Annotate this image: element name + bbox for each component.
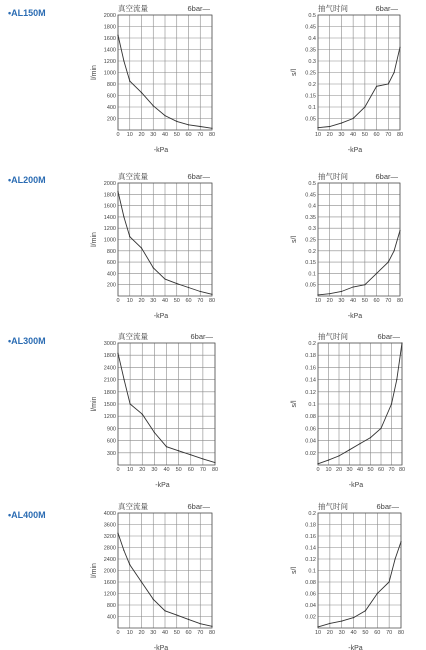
model-label-al400m: •AL400M	[8, 510, 46, 520]
y-tick-label: 0.06	[305, 591, 316, 598]
data-point	[200, 623, 201, 624]
y-tick-label: 0.15	[305, 93, 316, 100]
x-tick-label: 40	[161, 298, 169, 304]
x-tick-label: 30	[346, 467, 353, 473]
data-point	[164, 278, 165, 279]
y-tick-label: 4000	[103, 511, 116, 517]
data-point	[200, 126, 201, 127]
data-point	[164, 610, 165, 611]
x-tick-label: 0	[316, 467, 320, 473]
data-point	[394, 250, 395, 251]
x-tick-label: 60	[373, 298, 380, 304]
series-line	[318, 47, 400, 128]
x-tick-label: 30	[150, 298, 157, 304]
data-point	[328, 460, 329, 461]
x-tick-label: 20	[326, 630, 333, 636]
y-tick-label: 0.02	[305, 450, 316, 457]
data-point	[190, 454, 191, 455]
x-tick-label: 80	[396, 298, 404, 304]
x-axis-label: -kPa	[347, 313, 363, 320]
x-tick-label: 20	[138, 132, 145, 138]
y-tick-label: 0.18	[305, 522, 316, 529]
data-point	[176, 283, 177, 284]
y-tick-label: 1600	[103, 203, 116, 210]
data-point	[123, 60, 124, 61]
y-tick-label: 400	[106, 105, 116, 111]
data-point	[341, 621, 342, 622]
x-tick-label: 20	[335, 467, 343, 473]
y-tick-label: 0.45	[305, 24, 316, 31]
data-point	[399, 47, 400, 48]
y-tick-label: 0.4	[308, 36, 316, 42]
chart-title: 真空流量	[118, 332, 148, 341]
y-tick-label: 600	[106, 438, 116, 445]
data-point	[141, 247, 142, 248]
data-point	[178, 450, 179, 451]
y-tick-label: 1800	[103, 353, 116, 360]
y-tick-label: 0.15	[305, 260, 316, 267]
y-tick-label: 1200	[103, 591, 116, 598]
x-axis-label: -kPa	[347, 147, 363, 154]
data-point	[123, 216, 124, 217]
y-axis-label: s/l	[291, 236, 298, 243]
chart-legend: 6bar—	[375, 172, 398, 181]
y-tick-label: 900	[106, 426, 116, 433]
y-tick-label: 200	[106, 282, 116, 289]
data-point	[202, 458, 203, 459]
data-point	[329, 126, 330, 127]
data-point	[211, 294, 212, 295]
x-tick-label: 80	[208, 132, 216, 138]
y-tick-label: 0.14	[305, 545, 316, 552]
data-point	[376, 273, 377, 274]
y-tick-label: 2400	[103, 557, 116, 563]
data-point	[211, 626, 212, 627]
data-point	[117, 353, 118, 354]
x-tick-label: 40	[350, 630, 357, 636]
x-tick-label: 50	[173, 298, 180, 304]
y-tick-label: 0.08	[305, 414, 316, 421]
y-tick-label: 3200	[103, 534, 116, 540]
data-point	[349, 449, 350, 450]
x-tick-label: 10	[127, 467, 134, 473]
y-tick-label: 0.5	[308, 181, 316, 187]
chart-title: 抽气时间	[318, 172, 348, 181]
data-point	[353, 286, 354, 287]
data-point	[317, 626, 318, 627]
y-tick-label: 800	[106, 603, 116, 609]
data-point	[141, 581, 142, 582]
x-tick-label: 50	[175, 467, 182, 473]
x-tick-label: 70	[385, 132, 392, 138]
y-tick-label: 1200	[103, 226, 116, 233]
y-tick-label: 0.25	[305, 237, 316, 244]
data-point	[353, 118, 354, 119]
data-point	[188, 287, 189, 288]
series-line	[318, 231, 400, 295]
y-tick-label: 1000	[103, 237, 116, 244]
chart-title: 真空流量	[118, 172, 148, 181]
chart-title: 真空流量	[118, 4, 148, 13]
y-axis-label: l/min	[91, 65, 98, 80]
y-tick-label: 400	[106, 614, 116, 621]
x-tick-label: 0	[116, 132, 120, 138]
x-tick-label: 10	[314, 630, 322, 636]
y-tick-label: 0.04	[305, 438, 316, 445]
y-tick-label: 1400	[103, 214, 116, 221]
data-point	[142, 414, 143, 415]
y-tick-label: 0.5	[308, 13, 316, 19]
data-point	[129, 564, 130, 565]
x-tick-label: 60	[185, 298, 192, 304]
x-tick-label: 40	[356, 467, 364, 473]
data-point	[394, 72, 395, 73]
data-point	[391, 403, 392, 404]
chart-legend: 6bar—	[377, 332, 400, 341]
y-tick-label: 0.02	[305, 614, 316, 621]
y-tick-label: 3600	[103, 522, 116, 529]
y-tick-label: 300	[106, 450, 116, 457]
data-point	[364, 106, 365, 107]
data-point	[117, 191, 118, 192]
y-tick-label: 0.1	[308, 271, 316, 278]
chart-legend: 6bar—	[187, 4, 210, 13]
x-axis-label: -kPa	[348, 645, 363, 650]
data-point	[353, 617, 354, 618]
x-tick-label: 60	[374, 630, 381, 636]
x-tick-label: 60	[373, 132, 380, 138]
data-point	[370, 437, 371, 438]
y-tick-label: 1000	[103, 70, 116, 77]
y-tick-label: 0.1	[308, 402, 316, 408]
y-axis-label: s/l	[291, 69, 298, 76]
data-point	[130, 403, 131, 404]
data-point	[317, 294, 318, 295]
y-tick-label: 1400	[103, 47, 116, 54]
data-point	[123, 550, 124, 551]
data-point	[376, 86, 377, 87]
x-tick-label: 40	[161, 630, 169, 636]
y-tick-label: 0.16	[305, 365, 316, 372]
x-tick-label: 80	[397, 630, 405, 636]
y-tick-label: 2000	[103, 181, 116, 187]
data-point	[166, 446, 167, 447]
data-point	[117, 35, 118, 36]
y-tick-label: 0.04	[305, 603, 316, 609]
model-label-al150m: •AL150M	[8, 8, 46, 18]
y-tick-label: 2400	[103, 365, 116, 372]
chart-legend: 6bar—	[187, 502, 210, 511]
y-tick-label: 0.05	[305, 282, 316, 289]
data-point	[400, 541, 401, 542]
chart-title: 真空流量	[118, 502, 148, 511]
chart-title: 抽气时间	[318, 4, 348, 13]
y-tick-label: 0.12	[305, 557, 316, 563]
x-tick-label: 70	[199, 467, 206, 473]
x-tick-label: 50	[361, 298, 368, 304]
x-tick-label: 0	[116, 630, 120, 636]
x-tick-label: 30	[150, 630, 157, 636]
data-point	[338, 455, 339, 456]
data-point	[188, 124, 189, 125]
x-tick-label: 20	[139, 467, 146, 473]
y-tick-label: 400	[106, 271, 116, 278]
y-tick-label: 0.14	[305, 377, 316, 384]
data-point	[329, 293, 330, 294]
x-tick-label: 20	[326, 298, 333, 304]
data-point	[389, 581, 390, 582]
y-tick-label: 600	[106, 260, 116, 267]
y-tick-label: 1800	[103, 192, 116, 199]
y-tick-label: 2100	[103, 377, 116, 384]
x-tick-label: 80	[211, 467, 219, 473]
data-point	[176, 121, 177, 122]
data-point	[153, 599, 154, 600]
model-label-al200m: •AL200M	[8, 175, 46, 185]
y-tick-label: 0.18	[305, 353, 316, 360]
y-tick-label: 0.1	[308, 568, 316, 575]
y-tick-label: 2800	[103, 545, 116, 552]
data-point	[365, 610, 366, 611]
y-axis-label: l/min	[91, 232, 98, 247]
data-point	[401, 342, 402, 343]
x-tick-label: 10	[314, 132, 322, 138]
data-point	[214, 462, 215, 463]
chart-legend: 6bar—	[375, 4, 398, 13]
data-point	[341, 123, 342, 124]
x-tick-label: 40	[163, 467, 170, 473]
data-point	[117, 533, 118, 534]
data-point	[129, 236, 130, 237]
x-tick-label: 30	[151, 467, 158, 473]
x-tick-label: 40	[161, 132, 169, 138]
data-point	[317, 463, 318, 464]
x-tick-label: 60	[185, 630, 192, 636]
y-tick-label: 0.2	[308, 511, 316, 517]
y-tick-label: 0.25	[305, 70, 316, 77]
x-tick-label: 70	[197, 630, 204, 636]
data-point	[123, 379, 124, 380]
data-point	[164, 115, 165, 116]
y-tick-label: 2000	[103, 13, 116, 19]
x-tick-label: 10	[126, 298, 133, 304]
data-point	[153, 267, 154, 268]
x-tick-label: 80	[398, 467, 406, 473]
y-axis-label: s/l	[291, 400, 298, 408]
x-tick-label: 50	[361, 132, 368, 138]
y-tick-label: 0.2	[308, 82, 316, 88]
y-tick-label: 0.06	[305, 426, 316, 433]
series-line	[318, 542, 401, 627]
x-tick-label: 10	[325, 467, 332, 473]
x-tick-label: 40	[350, 298, 357, 304]
x-tick-label: 30	[338, 132, 345, 138]
y-tick-label: 1800	[103, 24, 116, 31]
y-tick-label: 600	[106, 93, 116, 100]
data-point	[364, 284, 365, 285]
data-point	[380, 428, 381, 429]
x-axis-label: -kPa	[155, 482, 170, 489]
x-tick-label: 50	[173, 132, 180, 138]
x-tick-label: 80	[396, 132, 404, 138]
x-tick-label: 30	[338, 298, 345, 304]
data-point	[341, 291, 342, 292]
y-tick-label: 0.35	[305, 214, 316, 221]
x-tick-label: 80	[208, 630, 216, 636]
x-tick-label: 20	[138, 298, 145, 304]
data-point	[317, 127, 318, 128]
data-point	[329, 623, 330, 624]
x-tick-label: 80	[208, 298, 216, 304]
data-point	[394, 558, 395, 559]
y-tick-label: 0.3	[308, 226, 316, 233]
x-tick-label: 20	[138, 630, 145, 636]
x-tick-label: 70	[386, 630, 393, 636]
x-tick-label: 50	[362, 630, 369, 636]
data-point	[153, 105, 154, 106]
y-tick-label: 0.16	[305, 534, 316, 540]
y-tick-label: 0.4	[308, 203, 316, 210]
y-tick-label: 200	[106, 116, 116, 123]
x-tick-label: 10	[126, 630, 133, 636]
y-axis-label: l/min	[91, 396, 98, 412]
x-tick-label: 10	[314, 298, 322, 304]
x-axis-label: -kPa	[153, 313, 169, 320]
y-tick-label: 0.12	[305, 389, 316, 396]
x-tick-label: 0	[116, 298, 120, 304]
x-tick-label: 70	[385, 298, 392, 304]
y-tick-label: 1500	[103, 402, 116, 408]
chart-title: 抽气时间	[318, 502, 348, 511]
x-tick-label: 60	[185, 132, 192, 138]
x-axis-label: -kPa	[153, 645, 169, 650]
y-tick-label: 2000	[103, 568, 116, 575]
data-point	[141, 92, 142, 93]
y-axis-label: s/l	[291, 567, 298, 574]
y-tick-label: 800	[106, 248, 116, 255]
y-tick-label: 1200	[103, 59, 116, 65]
chart-title: 抽气时间	[318, 332, 348, 341]
x-tick-label: 50	[367, 467, 374, 473]
x-tick-label: 60	[377, 467, 385, 473]
data-point	[129, 81, 130, 82]
y-tick-label: 0.3	[308, 59, 316, 65]
y-tick-label: 1200	[103, 414, 116, 421]
data-point	[399, 230, 400, 231]
y-axis-label: l/min	[91, 563, 98, 578]
y-tick-label: 800	[106, 82, 116, 88]
y-tick-label: 1800	[103, 389, 116, 396]
y-tick-label: 0.08	[305, 580, 316, 586]
chart-legend: 6bar—	[376, 502, 399, 511]
y-tick-label: 0.2	[308, 341, 316, 347]
y-tick-label: 1600	[103, 36, 116, 42]
data-point	[176, 614, 177, 615]
x-tick-label: 70	[197, 132, 204, 138]
x-tick-label: 20	[326, 132, 333, 138]
data-point	[388, 83, 389, 84]
x-tick-label: 60	[187, 467, 194, 473]
chart-legend: 6bar—	[187, 172, 210, 181]
y-tick-label: 1600	[103, 580, 116, 586]
x-tick-label: 70	[388, 467, 395, 473]
chart-legend: 6bar—	[190, 332, 213, 341]
data-point	[188, 619, 189, 620]
x-tick-label: 40	[350, 132, 357, 138]
data-point	[359, 443, 360, 444]
y-tick-label: 0.05	[305, 116, 316, 123]
model-label-al300m: •AL300M	[8, 336, 46, 346]
data-point	[388, 262, 389, 263]
data-point	[154, 432, 155, 433]
data-point	[211, 128, 212, 129]
data-point	[377, 593, 378, 594]
x-tick-label: 50	[173, 630, 180, 636]
x-tick-label: 70	[197, 298, 204, 304]
y-tick-label: 0.45	[305, 192, 316, 199]
y-tick-label: 0.35	[305, 47, 316, 54]
y-tick-label: 3000	[103, 341, 116, 347]
y-tick-label: 0.2	[308, 248, 316, 255]
data-point	[396, 379, 397, 380]
x-tick-label: 0	[116, 467, 120, 473]
x-axis-label: -kPa	[348, 482, 364, 489]
x-tick-label: 10	[126, 132, 133, 138]
x-tick-label: 30	[150, 132, 157, 138]
x-axis-label: -kPa	[153, 147, 169, 154]
y-tick-label: 0.1	[308, 105, 316, 111]
data-point	[200, 291, 201, 292]
x-tick-label: 30	[338, 630, 345, 636]
